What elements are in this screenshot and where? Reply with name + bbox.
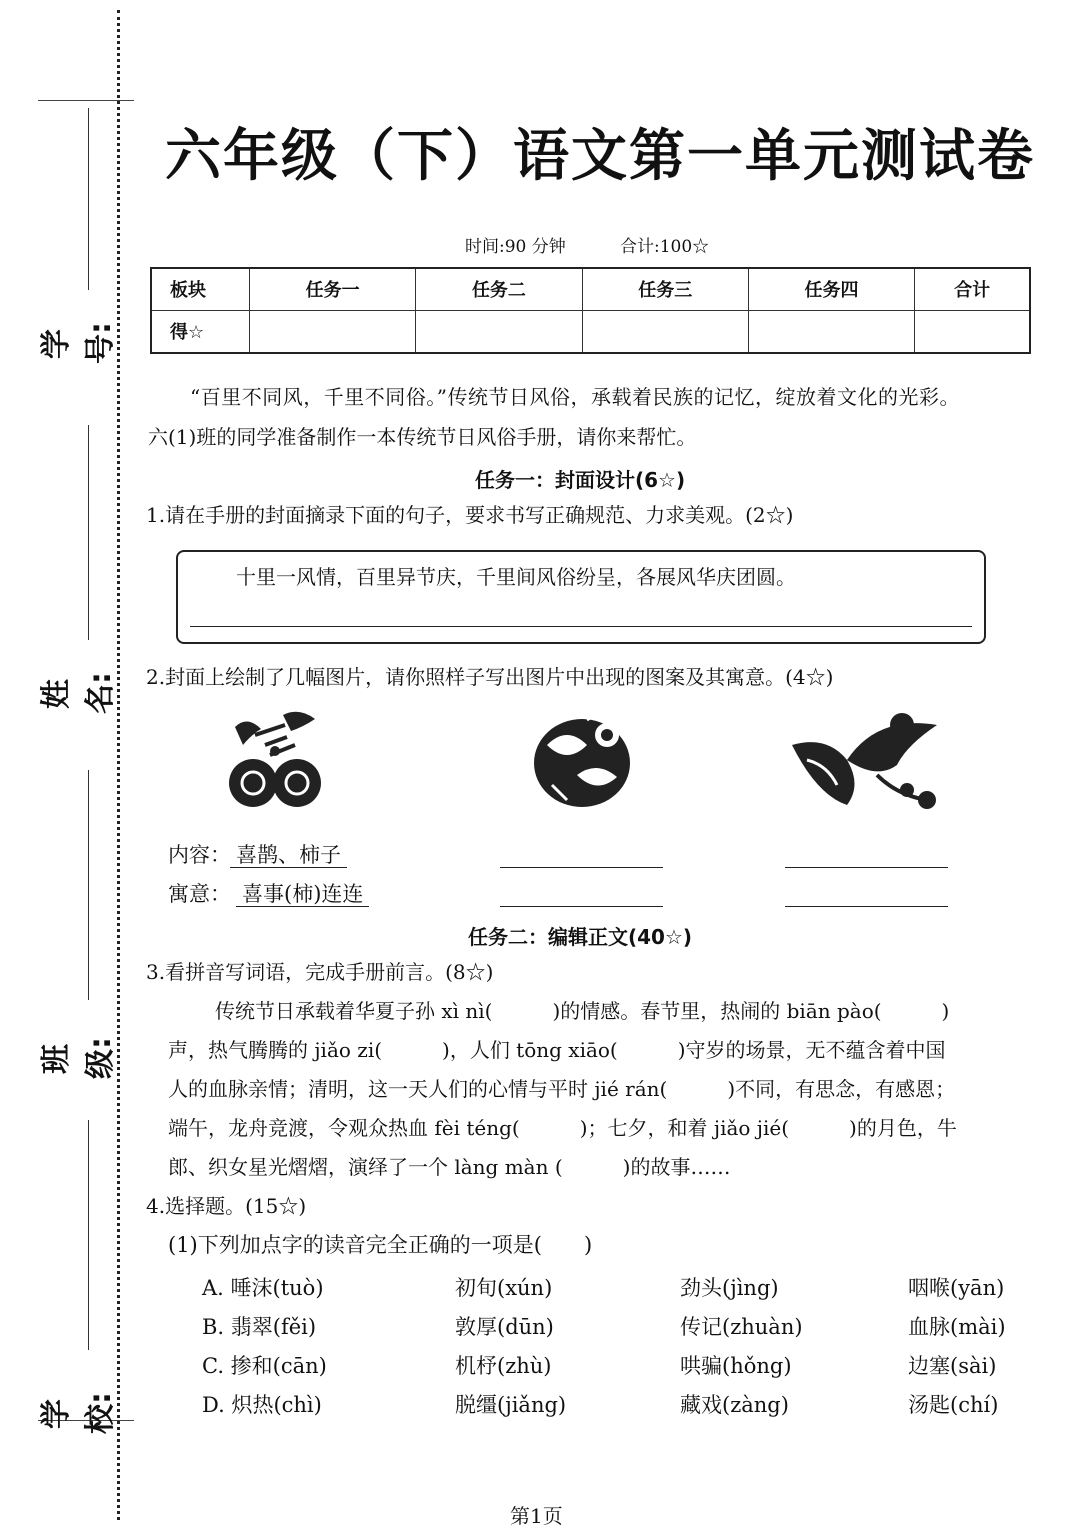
task1-heading: 任务一：封面设计(6☆) — [475, 468, 686, 492]
option-a-word-4: 咽喉(yān) — [908, 1276, 1005, 1300]
papercut-magpie-persimmon-image — [225, 705, 325, 815]
q3-line-1: 传统节日承载着华夏子孙 xì nì( )的情感。春节里，热闹的 biān pào( ) — [215, 999, 950, 1023]
option-c-word-2: 机杼(zhù) — [455, 1354, 552, 1378]
question-3: 3.看拼音写词语，完成手册前言。(8☆) — [146, 960, 494, 984]
option-d-word-1[interactable]: D. 炽热(chì) — [202, 1393, 322, 1417]
class-label: 班级: — [39, 1037, 118, 1079]
content-example: 喜鹊、柿子 — [230, 843, 347, 868]
copy-writing-line[interactable] — [190, 626, 972, 627]
school-label: 学校: — [39, 1392, 118, 1434]
score-header: 任务一 — [250, 268, 416, 310]
q3-line-2: 声，热气腾腾的 jiǎo zi( )，人们 tōng xiāo( )守岁的场景，无不蕴含着中国 — [168, 1038, 946, 1062]
total-score: 合计:100☆ — [620, 237, 710, 257]
name-line — [88, 425, 89, 640]
content-answer-line-2[interactable] — [500, 867, 663, 868]
score-header: 任务二 — [416, 268, 582, 310]
name-label: 姓名: — [39, 672, 118, 714]
option-a-word-1[interactable]: A. 唾沫(tuò) — [202, 1276, 324, 1300]
option-a-word-2: 初旬(xún) — [455, 1276, 553, 1300]
task2-heading: 任务二：编辑正文(40☆) — [468, 925, 693, 949]
page-number: 第1页 — [510, 1504, 563, 1528]
student-id-line — [88, 108, 89, 290]
option-b-word-3: 传记(zhuàn) — [680, 1315, 803, 1339]
score-header: 板块 — [151, 268, 250, 310]
option-c-word-4: 边塞(sài) — [908, 1354, 997, 1378]
option-b-word-1[interactable]: B. 翡翠(fěi) — [202, 1315, 317, 1339]
score-cell[interactable] — [915, 310, 1030, 353]
intro-line-1: “百里不同风，千里不同俗。”传统节日风俗，承载着民族的记忆，绽放着文化的光彩。 — [190, 385, 960, 409]
copy-sentence: 十里一风情，百里异节庆，千里间风俗纷呈，各展风华庆团圆。 — [236, 565, 796, 589]
option-b-word-2: 敦厚(dūn) — [455, 1315, 554, 1339]
option-b-word-4: 血脉(mài) — [908, 1315, 1006, 1339]
meaning-answer-line-2[interactable] — [500, 906, 663, 907]
school-line — [88, 1120, 89, 1350]
papercut-swallow-branch-image — [787, 705, 947, 815]
page-title: 六年级（下）语文第一单元测试卷 — [165, 124, 1035, 189]
score-header: 任务三 — [582, 268, 748, 310]
binding-dotted-line — [117, 10, 120, 1520]
meaning-answer-line-3[interactable] — [785, 906, 948, 907]
q3-line-4: 端午，龙舟竞渡，令观众热血 fèi téng( )；七夕，和着 jiǎo jié( )的月色，牛 — [168, 1116, 957, 1140]
question-1: 1.请在手册的封面摘录下面的句子，要求书写正确规范、力求美观。(2☆) — [146, 503, 794, 527]
option-a-word-3: 劲头(jìng) — [680, 1276, 779, 1300]
student-id-label: 学号: — [39, 322, 118, 364]
option-d-word-3: 藏戏(zàng) — [680, 1393, 789, 1417]
score-cell[interactable] — [250, 310, 416, 353]
score-table — [150, 267, 1031, 354]
class-line — [88, 770, 89, 1000]
score-cell[interactable] — [582, 310, 748, 353]
score-header: 任务四 — [748, 268, 914, 310]
meaning-example: 喜事(柿)连连 — [236, 882, 369, 907]
question-4: 4.选择题。(15☆) — [146, 1194, 307, 1218]
option-d-word-4: 汤匙(chí) — [908, 1393, 999, 1417]
score-cell[interactable] — [748, 310, 914, 353]
content-answer-line-3[interactable] — [785, 867, 948, 868]
option-c-word-1[interactable]: C. 掺和(cān) — [202, 1354, 327, 1378]
time-limit: 时间:90 分钟 — [465, 237, 566, 257]
score-cell[interactable] — [416, 310, 582, 353]
intro-line-2: 六(1)班的同学准备制作一本传统节日风俗手册，请你来帮忙。 — [148, 425, 697, 449]
content-label: 内容： — [168, 843, 231, 867]
option-d-word-2: 脱缰(jiǎng) — [455, 1393, 567, 1417]
question-2: 2.封面上绘制了几幅图片，请你照样子写出图片中出现的图案及其寓意。(4☆) — [146, 665, 834, 689]
option-c-word-3: 哄骗(hǒng) — [680, 1354, 792, 1378]
margin-rule-top — [38, 100, 134, 101]
papercut-fish-flower-image — [527, 705, 637, 813]
q3-line-3: 人的血脉亲情；清明，这一天人们的心情与平时 jié rán( )不同，有思念，有感恩； — [168, 1077, 956, 1101]
q3-line-5: 郎、织女星光熠熠，演绎了一个 làng màn ( )的故事…… — [168, 1155, 731, 1179]
score-header: 合计 — [915, 268, 1030, 310]
meaning-label: 寓意： — [168, 882, 231, 906]
score-row-label: 得☆ — [151, 310, 250, 353]
question-4-1: (1)下列加点字的读音完全正确的一项是( ) — [168, 1233, 593, 1257]
